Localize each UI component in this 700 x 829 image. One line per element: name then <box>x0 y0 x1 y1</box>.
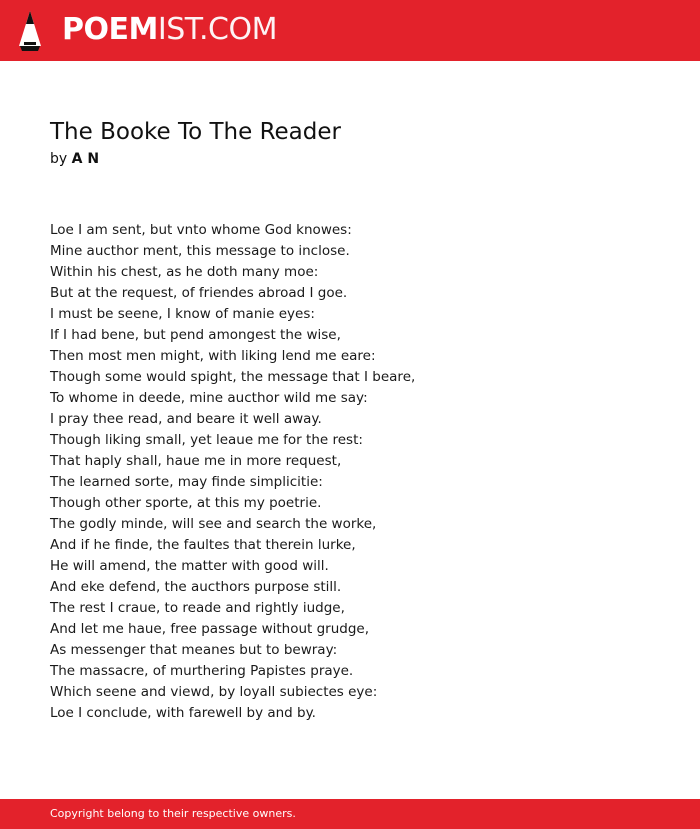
poem-line: The godly minde, will see and search the worke, <box>50 516 377 532</box>
by-label: by <box>50 151 68 167</box>
poem-line: The rest I craue, to reade and rightly iudge, <box>50 600 345 616</box>
poem-title: The Booke To The Reader <box>50 119 341 145</box>
poem-line: Mine aucthor ment, this message to inclose. <box>50 243 350 259</box>
pencil-tip-icon[interactable] <box>18 10 42 52</box>
poem-line: As messenger that meanes but to bewray: <box>50 642 338 658</box>
logo-brand-light: IST.COM <box>157 12 277 47</box>
poem-line: But at the request, of friendes abroad I goe. <box>50 285 348 301</box>
poem-line: Within his chest, as he doth many moe: <box>50 264 319 280</box>
poem-line: And eke defend, the aucthors purpose still. <box>50 579 342 595</box>
poem-line: Loe I conclude, with farewell by and by. <box>50 705 316 721</box>
copyright-notice: Copyright belong to their respective owners. <box>50 807 296 820</box>
poem-line: The massacre, of murthering Papistes praye. <box>50 663 354 679</box>
poem-line: Though liking small, yet leaue me for the rest: <box>50 432 363 448</box>
site-logo[interactable] <box>62 13 277 47</box>
poem-line: He will amend, the matter with good will. <box>50 558 329 574</box>
poem-author: A N <box>71 151 100 167</box>
poem-line: I pray thee read, and beare it well away. <box>50 411 322 427</box>
poem-line: Loe I am sent, but vnto whome God knowes: <box>50 222 352 238</box>
poem-line: That haply shall, haue me in more request, <box>50 453 342 469</box>
site-header <box>0 0 700 61</box>
poem-line: And if he finde, the faultes that therein lurke, <box>50 537 356 553</box>
poem-line: If I had bene, but pend amongest the wise, <box>50 327 341 343</box>
poem-line: And let me haue, free passage without grudge, <box>50 621 370 637</box>
poem-line: To whome in deede, mine aucthor wild me say: <box>50 390 368 406</box>
poem-line: The learned sorte, may finde simplicitie: <box>50 474 323 490</box>
poem-line: Though some would spight, the message that I beare, <box>50 369 416 385</box>
poem-byline <box>50 150 99 168</box>
poem-line: Which seene and viewd, by loyall subiectes eye: <box>50 684 378 700</box>
logo-brand-bold: POEM <box>62 12 158 47</box>
site-footer <box>0 799 700 829</box>
poem-line: I must be seene, I know of manie eyes: <box>50 306 315 322</box>
poem-line: Though other sporte, at this my poetrie. <box>50 495 322 511</box>
poem-line: Then most men might, with liking lend me eare: <box>50 348 376 364</box>
poem-body <box>50 220 670 724</box>
